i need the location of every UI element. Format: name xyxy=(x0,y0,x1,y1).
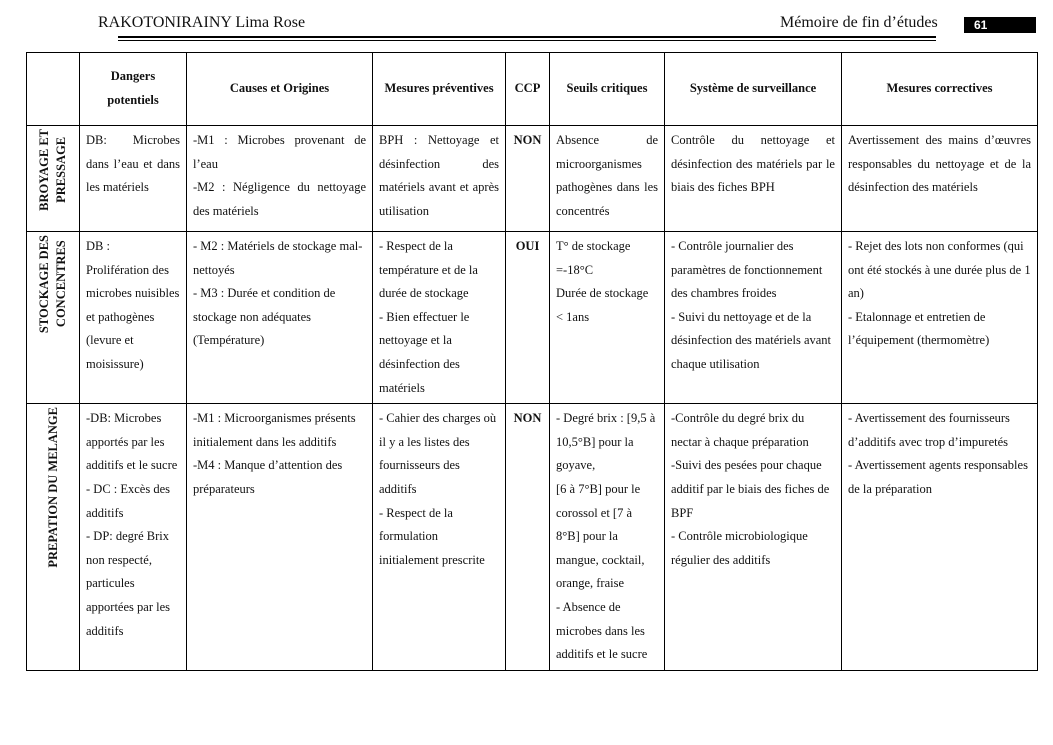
table-row xyxy=(27,232,1038,404)
surveillance-cell: Contrôle du nettoyage et désinfection des matériels par le biais des fiches BPH xyxy=(665,126,842,232)
haccp-table xyxy=(26,52,1038,671)
step-label: BROYAGE ET PRESSAGE xyxy=(37,129,68,211)
header-author: RAKOTONIRAINY Lima Rose xyxy=(98,14,306,31)
seuils-cell: Absence de microorganismes pathogènes dans les concentrés xyxy=(550,126,665,232)
column-header-dangers: Dangers potentiels xyxy=(80,53,187,126)
causes-cell: -M1 : Microorganismes présents initialement dans les additifs -M4 : Manque d’attention des préparateurs xyxy=(187,404,373,671)
table-row xyxy=(27,126,1038,232)
header-page-number: 61 xyxy=(964,17,1036,33)
step-cell xyxy=(27,126,80,232)
dangers-cell: DB : Prolifération des microbes nuisibles et pathogènes (levure et moisissure) xyxy=(80,232,187,404)
step-label: PREPATION DU MELANGE xyxy=(45,407,60,568)
step-cell xyxy=(27,232,80,404)
ccp-cell: OUI xyxy=(506,232,550,404)
ccp-cell: NON xyxy=(506,404,550,671)
correctives-cell: Avertissement des mains d’œuvres responsables du nettoyage et de la désinfection des matériels xyxy=(842,126,1038,232)
step-cell xyxy=(27,404,80,671)
ccp-cell: NON xyxy=(506,126,550,232)
header-rule-thin xyxy=(118,40,936,41)
causes-cell: -M1 : Microbes provenant de l’eau -M2 : Négligence du nettoyage des matériels xyxy=(187,126,373,232)
step-label: STOCKAGE DES CONCENTRES xyxy=(37,235,68,334)
column-header-causes: Causes et Origines xyxy=(187,53,373,126)
causes-cell: - M2 : Matériels de stockage mal-nettoyés - M3 : Durée et condition de stockage non adéquates (Température) xyxy=(187,232,373,404)
column-header-correctives: Mesures correctives xyxy=(842,53,1038,126)
surveillance-cell: - Contrôle journalier des paramètres de fonctionnement des chambres froides - Suivi du nettoyage et de la désinfection des matériels avant chaque utilisation xyxy=(665,232,842,404)
column-header-step xyxy=(27,53,80,126)
correctives-cell: - Rejet des lots non conformes (qui ont été stockés à une durée plus de 1 an) - Etalonnage et entretien de l’équipement (thermomètre) xyxy=(842,232,1038,404)
header-document-title: Mémoire de fin d’études xyxy=(780,14,938,31)
column-header-surveillance: Système de surveillance xyxy=(665,53,842,126)
seuils-cell: T° de stockage =-18°C Durée de stockage < 1ans xyxy=(550,232,665,404)
surveillance-cell: -Contrôle du degré brix du nectar à chaque préparation -Suivi des pesées pour chaque additif par le biais des fiches de BPF - Contrôle microbiologique régulier des additifs xyxy=(665,404,842,671)
column-header-seuils: Seuils critiques xyxy=(550,53,665,126)
column-header-ccp: CCP xyxy=(506,53,550,126)
dangers-cell: DB: Microbes dans l’eau et dans les matériels xyxy=(80,126,187,232)
table-row xyxy=(27,404,1038,671)
column-header-mesures: Mesures préventives xyxy=(373,53,506,126)
correctives-cell: - Avertissement des fournisseurs d’additifs avec trop d’impuretés - Avertissement agents responsables de la préparation xyxy=(842,404,1038,671)
mesures-cell: BPH : Nettoyage et désinfection des matériels avant et après utilisation xyxy=(373,126,506,232)
seuils-cell: - Degré brix : [9,5 à 10,5°B] pour la goyave, [6 à 7°B] pour le corossol et [7 à 8°B] pour la mangue, cocktail, orange, fraise - Absence de microbes dans les additifs et le sucre xyxy=(550,404,665,671)
header-rule-thick xyxy=(118,36,936,38)
table-header-row xyxy=(27,53,1038,126)
mesures-cell: - Cahier des charges où il y a les listes des fournisseurs des additifs - Respect de la formulation initialement prescrite xyxy=(373,404,506,671)
mesures-cell: - Respect de la température et de la durée de stockage - Bien effectuer le nettoyage et la désinfection des matériels xyxy=(373,232,506,404)
dangers-cell: -DB: Microbes apportés par les additifs et le sucre - DC : Excès des additifs - DP: degré Brix non respecté, particules apportées par les additifs xyxy=(80,404,187,671)
